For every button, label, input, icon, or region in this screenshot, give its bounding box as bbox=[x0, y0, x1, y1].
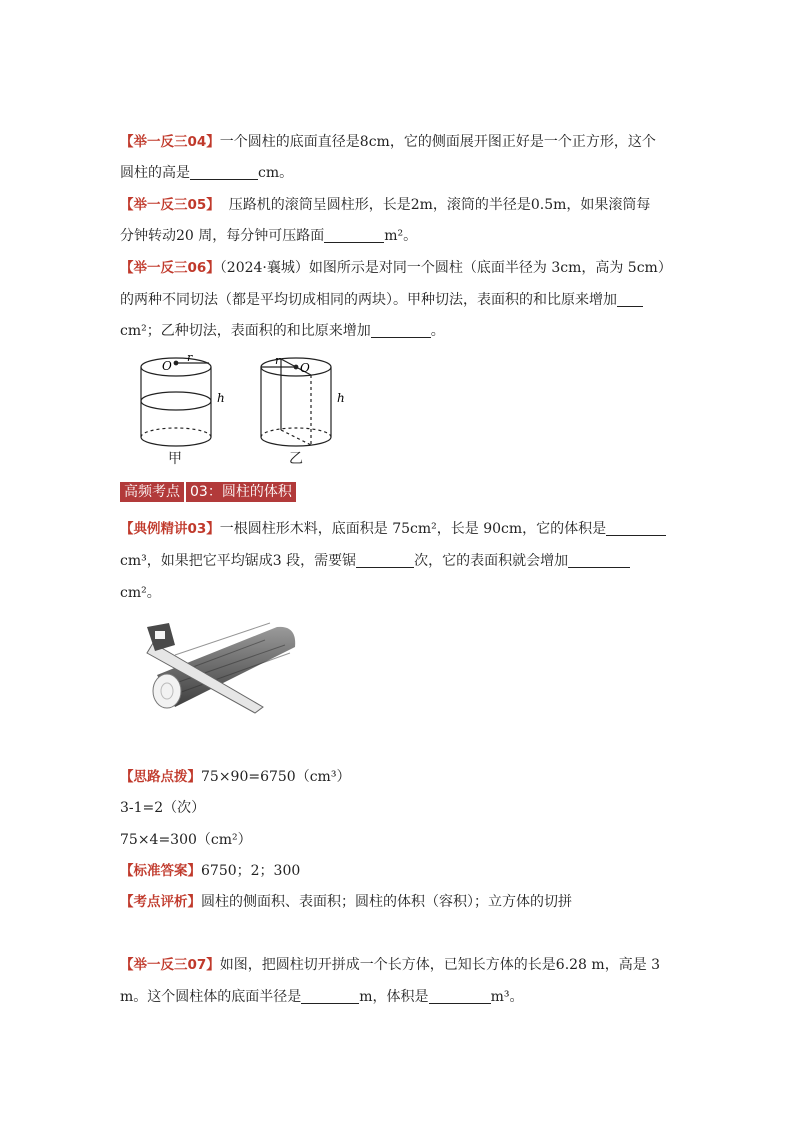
answer-blank[interactable] bbox=[356, 551, 414, 568]
question-05 bbox=[120, 190, 680, 220]
hint-line1 bbox=[120, 762, 680, 792]
question-text: （2024·襄城）如图所示是对同一个圆柱（底面半径为 3cm，高为 5cm） bbox=[219, 260, 672, 276]
answer-blank[interactable] bbox=[617, 290, 643, 307]
question-07-line2 bbox=[120, 982, 680, 1012]
question-tag: 【举一反三04】 bbox=[120, 134, 220, 150]
question-06 bbox=[120, 253, 690, 283]
label-h: h bbox=[337, 391, 345, 405]
hint-tag: 【思路点拨】 bbox=[120, 769, 201, 785]
answer-blank[interactable] bbox=[190, 163, 258, 180]
label-o: O bbox=[162, 359, 172, 373]
caption-a: 甲 bbox=[168, 451, 182, 467]
question-text: 圆柱的高是 bbox=[120, 165, 190, 181]
question-text: 分钟转动20 周，每分钟可压路面 bbox=[120, 228, 325, 244]
review-tag: 【考点评析】 bbox=[120, 894, 201, 910]
example-question-line2 bbox=[120, 546, 690, 576]
review-line bbox=[120, 887, 680, 917]
answer-text: 6750；2；300 bbox=[201, 863, 301, 879]
question-text: cm³，如果把它平均锯成3 段，需要锯 bbox=[120, 553, 357, 569]
unit-text: cm²。 bbox=[120, 585, 161, 601]
question-text: m，体积是 bbox=[359, 989, 429, 1005]
hint-text: 75×90=6750（cm³） bbox=[201, 769, 351, 785]
question-tag: 【举一反三07】 bbox=[120, 957, 220, 973]
question-tag: 【举一反三06】 bbox=[120, 260, 220, 276]
review-text: 圆柱的侧面积、表面积；圆柱的体积（容积）；立方体的切拼 bbox=[201, 894, 572, 910]
answer-blank[interactable] bbox=[301, 987, 359, 1004]
question-text: cm²；乙种切法，表面积的和比原来增加 bbox=[120, 323, 371, 339]
question-text: m。这个圆柱体的底面半径是 bbox=[120, 989, 302, 1005]
unit-text: m³。 bbox=[490, 989, 524, 1005]
unit-text: cm。 bbox=[258, 165, 294, 181]
label-r: r bbox=[187, 351, 193, 364]
question-text: 一个圆柱的底面直径是8cm，它的侧面展开图正好是一个正方形，这个 bbox=[219, 134, 656, 150]
section-header-part1: 高频考点 bbox=[120, 482, 184, 502]
question-tag: 【典例精讲03】 bbox=[120, 521, 220, 537]
answer-blank[interactable] bbox=[371, 321, 431, 338]
cylinder-cuts-figure bbox=[130, 350, 370, 450]
question-text: 的两种不同切法（都是平均切成相同的两块）。甲种切法，表面积的和比原来增加 bbox=[120, 292, 617, 308]
answer-tag: 【标准答案】 bbox=[120, 863, 201, 879]
answer-blank[interactable] bbox=[429, 987, 491, 1004]
answer-blank[interactable] bbox=[324, 226, 384, 243]
question-text: 次，它的表面积就会增加 bbox=[414, 553, 569, 569]
cylinder-b bbox=[261, 358, 331, 446]
example-question bbox=[120, 514, 690, 544]
hint-line3: 75×4=300（cm²） bbox=[120, 832, 252, 848]
question-tag: 【举一反三05】 bbox=[120, 197, 220, 213]
question-05-line2 bbox=[120, 221, 680, 251]
question-04 bbox=[120, 127, 680, 157]
answer-blank[interactable] bbox=[568, 551, 630, 568]
question-text: 压路机的滚筒呈圆柱形，长是2m，滚筒的半径是0.5m，如果滚筒每 bbox=[228, 197, 651, 213]
section-header bbox=[120, 482, 296, 502]
question-06-line3 bbox=[120, 316, 680, 346]
label-h: h bbox=[217, 391, 225, 405]
answer-blank[interactable] bbox=[606, 519, 666, 536]
question-06-line2 bbox=[120, 285, 690, 315]
section-header-part2: 03：圆柱的体积 bbox=[186, 482, 296, 502]
caption-b: 乙 bbox=[289, 451, 303, 467]
question-07 bbox=[120, 950, 690, 980]
question-text: 。 bbox=[430, 323, 445, 339]
label-r: r bbox=[275, 354, 281, 367]
answer-line bbox=[120, 856, 680, 886]
unit-text: m²。 bbox=[384, 228, 418, 244]
example-question-line3 bbox=[120, 578, 680, 608]
question-04-line2 bbox=[120, 158, 680, 188]
label-o: O bbox=[300, 361, 310, 375]
hint-line2: 3-1=2（次） bbox=[120, 800, 206, 816]
cylinder-a bbox=[141, 358, 211, 446]
question-text: 如图，把圆柱切开拼成一个长方体，已知长方体的长是6.28 m，高是 3 bbox=[219, 957, 661, 973]
log-saw-illustration bbox=[145, 615, 300, 725]
question-text: 一根圆柱形木料，底面积是 75cm²，长是 90cm，它的体积是 bbox=[219, 521, 607, 537]
